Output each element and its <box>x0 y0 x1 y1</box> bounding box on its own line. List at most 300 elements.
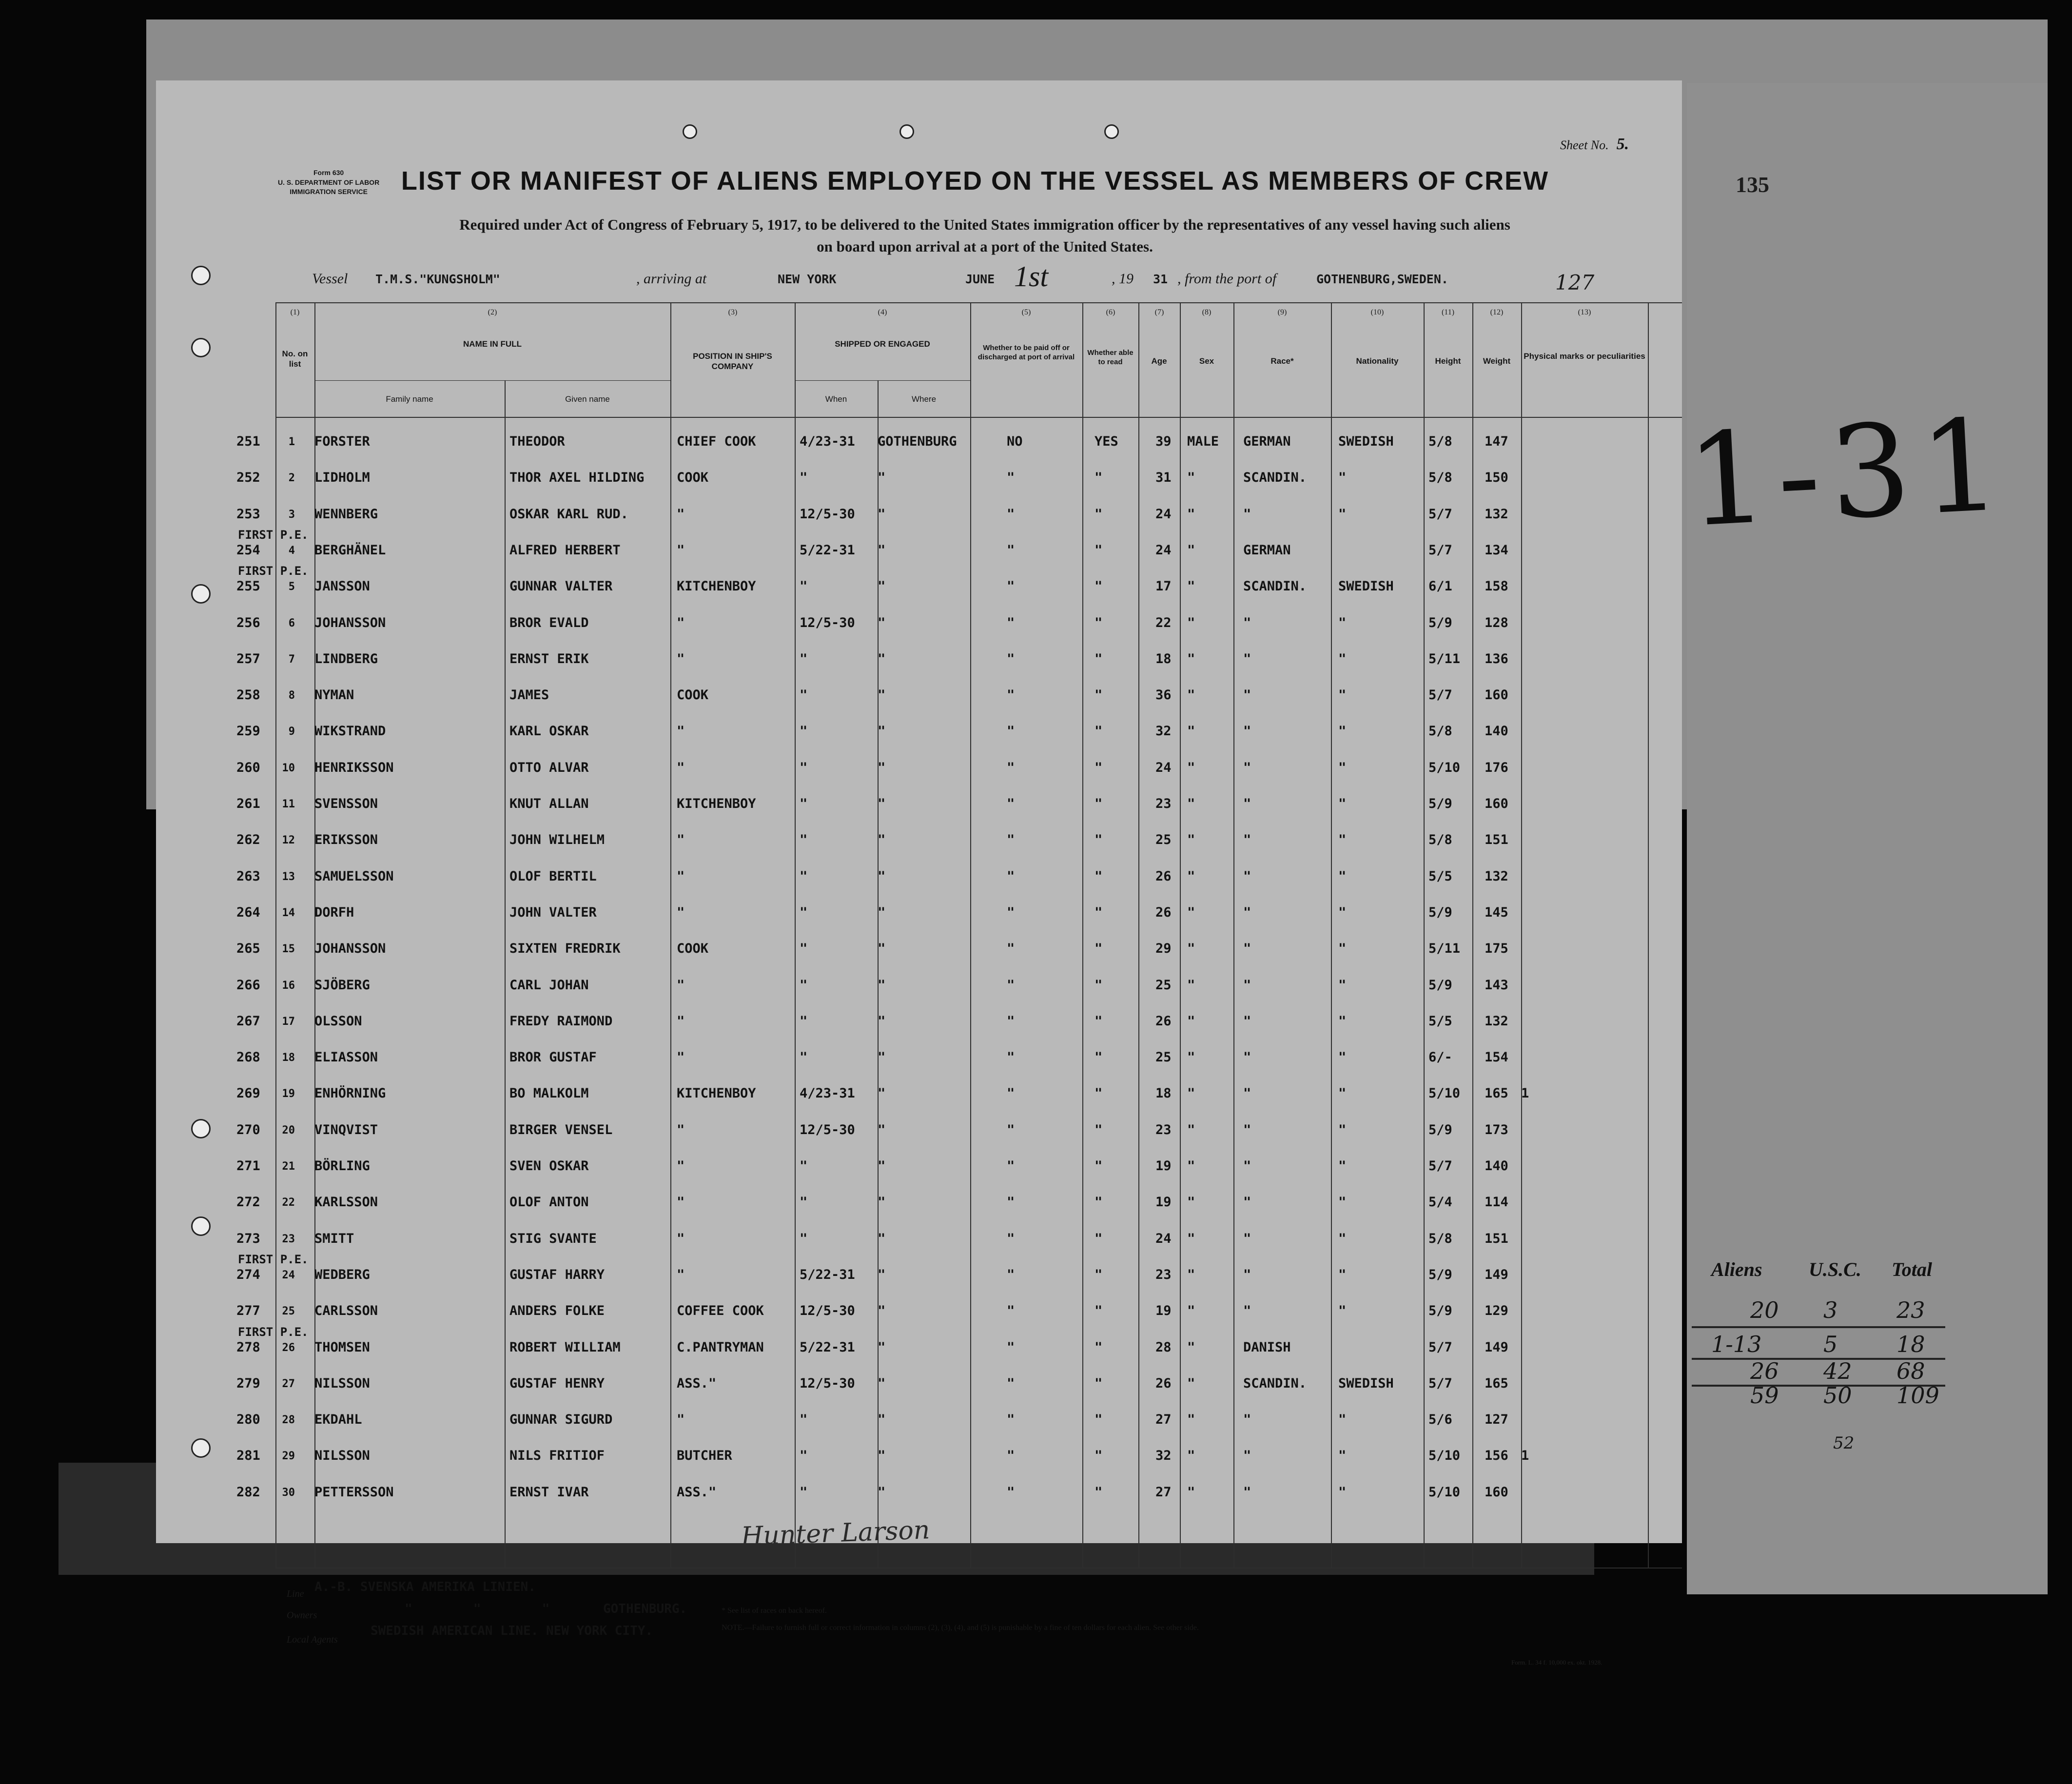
able-to-read-cell: " <box>1095 941 1103 956</box>
position-cell: COOK <box>677 941 709 956</box>
given-name-cell: OLOF BERTIL <box>509 869 597 884</box>
table-row <box>0 434 2072 468</box>
line-number-cell: 27 <box>282 1378 295 1390</box>
family-name-cell: HENRIKSSON <box>314 760 394 775</box>
nationality-cell: " <box>1338 905 1347 920</box>
family-name-cell: SMITT <box>314 1231 354 1246</box>
shipped-where-cell: " <box>878 1376 886 1391</box>
sex-cell: " <box>1187 651 1195 667</box>
penalty-note: NOTE.—Failure to furnish full or correct information in columns (2), (3), (4), and (5) is punishable by a fine of ten dollars for each alien. See other side. <box>722 1624 1199 1632</box>
totals-header: U.S.C. <box>1809 1258 1861 1280</box>
table-row <box>0 905 2072 939</box>
subhead-given: Given name <box>565 394 610 404</box>
table-row <box>0 1485 2072 1519</box>
race-cell: " <box>1243 832 1251 847</box>
able-to-read-cell: " <box>1095 470 1103 485</box>
able-to-read-cell: " <box>1095 1340 1103 1355</box>
manifest-number-cell: 267 <box>236 1014 260 1029</box>
shipped-where-cell: " <box>878 905 886 920</box>
table-row <box>0 1195 2072 1229</box>
position-cell: " <box>677 1195 685 1210</box>
race-cell: " <box>1243 615 1251 630</box>
nationality-cell: " <box>1338 507 1347 522</box>
nationality-cell: " <box>1338 1158 1347 1174</box>
punch-hole <box>191 338 211 357</box>
totals-cell: 68 <box>1896 1358 1925 1384</box>
height-cell: 5/8 <box>1428 832 1452 847</box>
sex-cell: " <box>1187 760 1195 775</box>
position-cell: ASS." <box>677 1376 717 1391</box>
col-head-sex: Sex <box>1199 356 1214 366</box>
age-cell: 22 <box>1155 615 1172 630</box>
weight-cell: 149 <box>1485 1267 1508 1282</box>
table-row <box>0 507 2072 541</box>
shipped-when-cell: " <box>800 651 808 667</box>
weight-cell: 160 <box>1485 1485 1508 1500</box>
line-number-cell: 20 <box>282 1124 295 1137</box>
shipped-when-cell: " <box>800 869 808 884</box>
position-cell: " <box>677 724 685 739</box>
weight-cell: 134 <box>1485 543 1508 558</box>
shipped-when-cell: 4/23-31 <box>800 1086 855 1101</box>
totals-cell: 1-13 <box>1711 1331 1762 1357</box>
given-name-cell: OSKAR KARL RUD. <box>509 507 628 522</box>
race-cell: GERMAN <box>1243 434 1291 449</box>
form-print-number: Form. L. 34 f. 10,000 ex. okt. 1928. <box>1511 1659 1603 1666</box>
sex-cell: " <box>1187 1412 1195 1427</box>
position-cell: COOK <box>677 470 709 485</box>
able-to-read-cell: " <box>1095 543 1103 558</box>
sex-cell: " <box>1187 905 1195 920</box>
paid-off-cell: " <box>1007 615 1015 630</box>
nationality-cell: SWEDISH <box>1338 1376 1394 1391</box>
position-cell: " <box>677 905 685 920</box>
totals-cell: 5 <box>1823 1331 1838 1357</box>
paid-off-cell: " <box>1007 1231 1015 1246</box>
position-cell: KITCHENBOY <box>677 1086 756 1101</box>
manifest-number-cell: 272 <box>236 1195 260 1210</box>
table-row <box>0 760 2072 794</box>
family-name-cell: LIDHOLM <box>314 470 370 485</box>
nationality-cell: " <box>1338 1050 1347 1065</box>
race-cell: GERMAN <box>1243 543 1291 558</box>
height-cell: 5/11 <box>1428 941 1461 956</box>
paid-off-cell: " <box>1007 543 1015 558</box>
punch-hole <box>191 266 211 285</box>
column-number: (11) <box>1441 308 1455 316</box>
totals-cell: 26 <box>1750 1358 1779 1384</box>
family-name-cell: WENNBERG <box>314 507 378 522</box>
shipped-where-cell: " <box>878 507 886 522</box>
position-cell: COFFEE COOK <box>677 1303 764 1318</box>
manifest-number-cell: 260 <box>236 760 260 775</box>
nationality-cell: " <box>1338 869 1347 884</box>
height-cell: 5/9 <box>1428 1267 1452 1282</box>
col-head-marks: Physical marks or peculiarities <box>1524 352 1645 361</box>
nationality-cell: " <box>1338 1267 1347 1282</box>
age-cell: 19 <box>1155 1195 1172 1210</box>
line-number-cell: 16 <box>282 980 295 992</box>
line-number-cell: 24 <box>282 1269 295 1281</box>
shipped-when-cell: 5/22-31 <box>800 1340 855 1355</box>
able-to-read-cell: " <box>1095 905 1103 920</box>
race-cell: " <box>1243 1485 1251 1500</box>
sex-cell: " <box>1187 543 1195 558</box>
able-to-read-cell: " <box>1095 724 1103 739</box>
weight-cell: 173 <box>1485 1122 1508 1137</box>
race-cell: " <box>1243 1412 1251 1427</box>
col-head-paid-off: Whether to be paid off or discharged at port of arrival <box>977 344 1075 361</box>
paid-off-cell: " <box>1007 1050 1015 1065</box>
height-cell: 5/8 <box>1428 1231 1452 1246</box>
nationality-cell: " <box>1338 1303 1347 1318</box>
shipped-where-cell: " <box>878 1086 886 1101</box>
line-number-cell: 11 <box>282 798 295 810</box>
position-cell: C.PANTRYMAN <box>677 1340 764 1355</box>
arrival-year: 31 <box>1153 272 1168 286</box>
paid-off-cell: " <box>1007 941 1015 956</box>
position-cell: COOK <box>677 687 709 703</box>
shipped-where-cell: GOTHENBURG <box>878 434 957 449</box>
name-subhead-rule <box>314 380 670 381</box>
shipped-where-cell: " <box>878 1158 886 1174</box>
shipped-when-cell: " <box>800 1485 808 1500</box>
shipped-when-cell: " <box>800 1448 808 1463</box>
nationality-cell: " <box>1338 1448 1347 1463</box>
given-name-cell: JOHN VALTER <box>509 905 597 920</box>
shipped-where-cell: " <box>878 579 886 594</box>
age-cell: 24 <box>1155 760 1172 775</box>
able-to-read-cell: " <box>1095 507 1103 522</box>
shipped-when-cell: " <box>800 978 808 993</box>
able-to-read-cell: " <box>1095 615 1103 630</box>
col-head-position: POSITION IN SHIP'S COMPANY <box>693 352 772 372</box>
weight-cell: 149 <box>1485 1340 1508 1355</box>
table-row <box>0 1050 2072 1084</box>
nationality-cell: " <box>1338 1231 1347 1246</box>
shipped-when-cell: " <box>800 760 808 775</box>
line-number-cell: 7 <box>288 653 295 666</box>
paid-off-cell: " <box>1007 832 1015 847</box>
shipped-where-cell: " <box>878 978 886 993</box>
position-cell: " <box>677 869 685 884</box>
nationality-cell: " <box>1338 724 1347 739</box>
height-cell: 5/7 <box>1428 1376 1452 1391</box>
age-cell: 25 <box>1155 978 1172 993</box>
sex-cell: " <box>1187 1086 1195 1101</box>
line-number-cell: 30 <box>282 1487 295 1499</box>
height-cell: 5/10 <box>1428 1086 1461 1101</box>
age-cell: 32 <box>1155 1448 1172 1463</box>
manifest-number-cell: 277 <box>236 1303 260 1318</box>
manifest-number-cell: 257 <box>236 651 260 667</box>
totals-extra: 52 <box>1833 1433 1855 1453</box>
age-cell: 28 <box>1155 1340 1172 1355</box>
given-name-cell: GUSTAF HARRY <box>509 1267 605 1282</box>
shipped-where-cell: " <box>878 760 886 775</box>
given-name-cell: ERNST ERIK <box>509 651 589 667</box>
paid-off-cell: " <box>1007 1267 1015 1282</box>
shipped-when-cell: " <box>800 1195 808 1210</box>
nationality-cell: " <box>1338 1195 1347 1210</box>
nationality-cell: " <box>1338 687 1347 703</box>
table-row <box>0 1158 2072 1193</box>
age-cell: 23 <box>1155 796 1172 811</box>
arriving-port: NEW YORK <box>778 272 837 286</box>
given-name-cell: OTTO ALVAR <box>509 760 589 775</box>
column-number: (4) <box>878 308 887 316</box>
weight-cell: 150 <box>1485 470 1508 485</box>
sex-cell: " <box>1187 1485 1195 1500</box>
line-number-cell: 10 <box>282 762 295 774</box>
table-row <box>0 1253 2072 1301</box>
family-name-cell: BERGHÄNEL <box>314 543 386 558</box>
column-number: (1) <box>290 308 300 316</box>
shipped-where-cell: " <box>878 1303 886 1318</box>
weight-cell: 165 <box>1485 1086 1508 1101</box>
sex-cell: " <box>1187 579 1195 594</box>
manifest-number-cell: 282 <box>236 1485 260 1500</box>
manifest-number-cell: 261 <box>236 796 260 811</box>
position-cell: " <box>677 651 685 667</box>
manifest-number-cell: 270 <box>236 1122 260 1137</box>
height-cell: 5/9 <box>1428 615 1452 630</box>
given-name-cell: GUNNAR VALTER <box>509 579 613 594</box>
table-row <box>0 1412 2072 1446</box>
height-cell: 5/9 <box>1428 978 1452 993</box>
line-number-cell: 12 <box>282 834 295 846</box>
paid-off-cell: " <box>1007 1086 1015 1101</box>
column-number: (10) <box>1370 308 1384 316</box>
totals-cell: 20 <box>1750 1297 1779 1323</box>
shipped-where-cell: " <box>878 832 886 847</box>
weight-cell: 156 <box>1485 1448 1508 1463</box>
family-name-cell: JOHANSSON <box>314 941 386 956</box>
shipped-when-cell: 5/22-31 <box>800 1267 855 1282</box>
nationality-cell: " <box>1338 1086 1347 1101</box>
age-cell: 23 <box>1155 1122 1172 1137</box>
manifest-number-cell: 256 <box>236 615 260 630</box>
race-cell: " <box>1243 651 1251 667</box>
given-name-cell: SIXTEN FREDRIK <box>509 941 621 956</box>
age-cell: 24 <box>1155 507 1172 522</box>
sex-cell: " <box>1187 615 1195 630</box>
shipped-when-cell: " <box>800 1050 808 1065</box>
line-number-cell: 15 <box>282 943 295 955</box>
row-annotation: FIRST P.E. <box>238 1325 309 1339</box>
totals-cell: 59 <box>1750 1382 1779 1409</box>
height-cell: 5/10 <box>1428 1485 1461 1500</box>
family-name-cell: EKDAHL <box>314 1412 362 1427</box>
service-name: IMMIGRATION SERVICE <box>290 188 368 196</box>
family-name-cell: ERIKSSON <box>314 832 378 847</box>
shipped-when-cell: " <box>800 470 808 485</box>
given-name-cell: CARL JOHAN <box>509 978 589 993</box>
sex-cell: " <box>1187 470 1195 485</box>
able-to-read-cell: " <box>1095 978 1103 993</box>
shipped-where-cell: " <box>878 1448 886 1463</box>
paid-off-cell: " <box>1007 905 1015 920</box>
family-name-cell: SAMUELSSON <box>314 869 394 884</box>
weight-cell: 175 <box>1485 941 1508 956</box>
able-to-read-cell: " <box>1095 869 1103 884</box>
race-cell: " <box>1243 796 1251 811</box>
family-name-cell: NILSSON <box>314 1376 370 1391</box>
manifest-number-cell: 269 <box>236 1086 260 1101</box>
weight-cell: 129 <box>1485 1303 1508 1318</box>
from-port: GOTHENBURG,SWEDEN. <box>1316 272 1448 286</box>
age-cell: 26 <box>1155 905 1172 920</box>
shipped-where-cell: " <box>878 1014 886 1029</box>
weight-cell: 165 <box>1485 1376 1508 1391</box>
paid-off-cell: " <box>1007 1014 1015 1029</box>
weight-cell: 140 <box>1485 1158 1508 1174</box>
column-number: (5) <box>1021 308 1031 316</box>
line-number-cell: 28 <box>282 1414 295 1426</box>
table-row <box>0 978 2072 1012</box>
weight-cell: 160 <box>1485 687 1508 703</box>
sex-cell: " <box>1187 1050 1195 1065</box>
able-to-read-cell: " <box>1095 1448 1103 1463</box>
weight-cell: 136 <box>1485 651 1508 667</box>
able-to-read-cell: " <box>1095 687 1103 703</box>
shipped-when-cell: " <box>800 1014 808 1029</box>
race-cell: " <box>1243 1195 1251 1210</box>
weight-cell: 160 <box>1485 796 1508 811</box>
weight-cell: 143 <box>1485 978 1508 993</box>
race-cell: " <box>1243 1267 1251 1282</box>
height-cell: 5/8 <box>1428 470 1452 485</box>
line-number-cell: 29 <box>282 1450 295 1462</box>
age-cell: 36 <box>1155 687 1172 703</box>
family-name-cell: DORFH <box>314 905 354 920</box>
position-cell: " <box>677 1014 685 1029</box>
shipped-where-cell: " <box>878 470 886 485</box>
year-prefix: , 19 <box>1112 271 1134 287</box>
able-to-read-cell: " <box>1095 1014 1103 1029</box>
able-to-read-cell: " <box>1095 1376 1103 1391</box>
weight-cell: 132 <box>1485 507 1508 522</box>
sex-cell: " <box>1187 1122 1195 1137</box>
page-subtitle <box>302 214 1667 257</box>
totals-cell: 18 <box>1896 1331 1925 1357</box>
agents-label: Local Agents <box>287 1634 338 1645</box>
table-row <box>0 1231 2072 1265</box>
shipped-when-cell: 12/5-30 <box>800 1376 855 1391</box>
position-cell: " <box>677 1412 685 1427</box>
shipped-when-cell: " <box>800 832 808 847</box>
shipped-where-cell: " <box>878 1340 886 1355</box>
table-row <box>0 687 2072 722</box>
given-name-cell: NILS FRITIOF <box>509 1448 605 1463</box>
paid-off-cell: " <box>1007 1340 1015 1355</box>
race-cell: " <box>1243 507 1251 522</box>
given-name-cell: JAMES <box>509 687 549 703</box>
height-cell: 5/9 <box>1428 796 1452 811</box>
table-row <box>0 869 2072 903</box>
manifest-number-cell: 264 <box>236 905 260 920</box>
race-cell: " <box>1243 1231 1251 1246</box>
height-cell: 5/7 <box>1428 1158 1452 1174</box>
family-name-cell: WIKSTRAND <box>314 724 386 739</box>
table-row <box>0 528 2072 577</box>
family-name-cell: VINQVIST <box>314 1122 378 1137</box>
position-cell: " <box>677 1050 685 1065</box>
able-to-read-cell: " <box>1095 832 1103 847</box>
race-cell: " <box>1243 760 1251 775</box>
race-cell: " <box>1243 687 1251 703</box>
age-cell: 24 <box>1155 543 1172 558</box>
vessel-label: Vessel <box>312 271 348 287</box>
col-head-no: No. on list <box>282 349 308 369</box>
able-to-read-cell: " <box>1095 1195 1103 1210</box>
subtitle-line: Required under Act of Congress of February 5, 1917, to be delivered to the United States immigration officer by the representatives of any vessel having such aliens <box>459 216 1510 233</box>
family-name-cell: CARLSSON <box>314 1303 378 1318</box>
sheet-number-value: 5. <box>1616 135 1629 153</box>
manifest-number-cell: 262 <box>236 832 260 847</box>
family-name-cell: OLSSON <box>314 1014 362 1029</box>
shipped-where-cell: " <box>878 687 886 703</box>
table-row <box>0 1122 2072 1157</box>
department-name: U. S. DEPARTMENT OF LABOR <box>278 178 380 186</box>
paid-off-cell: " <box>1007 760 1015 775</box>
totals-cell: 42 <box>1823 1358 1852 1384</box>
manifest-number-cell: 253 <box>236 507 260 522</box>
manifest-number-cell: 268 <box>236 1050 260 1065</box>
races-note: * See list of races on back hereof. <box>722 1607 827 1615</box>
shipped-where-cell: " <box>878 615 886 630</box>
position-cell: ASS." <box>677 1485 717 1500</box>
col-head-name: NAME IN FULL <box>463 339 522 349</box>
totals-cell: 3 <box>1823 1297 1838 1323</box>
weight-cell: 114 <box>1485 1195 1508 1210</box>
race-cell: " <box>1243 978 1251 993</box>
height-cell: 5/9 <box>1428 1303 1452 1318</box>
given-name-cell: THOR AXEL HILDING <box>509 470 645 485</box>
given-name-cell: THEODOR <box>509 434 565 449</box>
able-to-read-cell: " <box>1095 1412 1103 1427</box>
able-to-read-cell: " <box>1095 796 1103 811</box>
sex-cell: " <box>1187 1158 1195 1174</box>
manifest-number-cell: 252 <box>236 470 260 485</box>
paid-off-cell: " <box>1007 1122 1015 1137</box>
sex-cell: " <box>1187 1303 1195 1318</box>
position-cell: " <box>677 978 685 993</box>
arriving-label: , arriving at <box>636 271 707 287</box>
subhead-family: Family name <box>386 394 433 404</box>
given-name-cell: ROBERT WILLIAM <box>509 1340 621 1355</box>
form-number: Form 630 <box>313 169 344 176</box>
line-number-cell: 4 <box>288 545 295 557</box>
form-department-header <box>278 168 379 197</box>
position-cell: " <box>677 1158 685 1174</box>
shipped-when-cell: " <box>800 1412 808 1427</box>
nationality-cell: " <box>1338 1485 1347 1500</box>
column-number: (3) <box>728 308 738 316</box>
age-cell: 27 <box>1155 1485 1172 1500</box>
manifest-number-cell: 266 <box>236 978 260 993</box>
height-cell: 5/8 <box>1428 434 1452 449</box>
family-name-cell: JOHANSSON <box>314 615 386 630</box>
sex-cell: " <box>1187 869 1195 884</box>
paid-off-cell: " <box>1007 651 1015 667</box>
position-cell: KITCHENBOY <box>677 579 756 594</box>
line-number-cell: 6 <box>288 617 295 629</box>
nationality-cell: " <box>1338 1122 1347 1137</box>
family-name-cell: PETTERSSON <box>314 1485 394 1500</box>
column-number: (2) <box>488 308 497 316</box>
nationality-cell: " <box>1338 651 1347 667</box>
